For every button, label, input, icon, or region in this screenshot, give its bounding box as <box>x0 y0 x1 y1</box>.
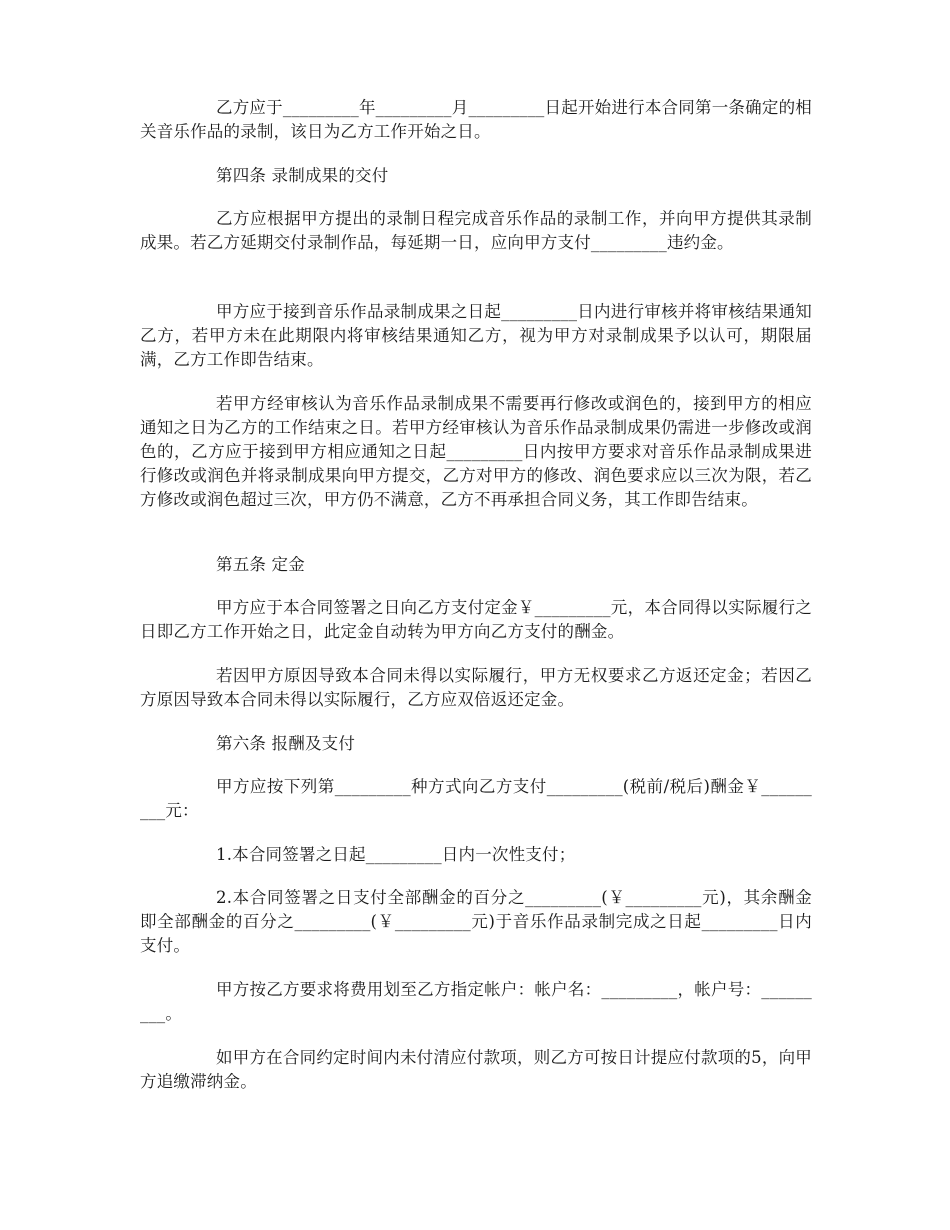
paragraph-recording-start-date: 乙方应于_________年_________月_________日起开始进行本合同第一条确定的相关音乐作品的录制，该日为乙方工作开始之日。 <box>140 98 812 141</box>
paragraph-revision-terms: 若甲方经审核认为音乐作品录制成果不需要再行修改或润色的，接到甲方的相应通知之日为乙方的工作结束之日。若甲方经审核认为音乐作品录制成果仍需进一步修改或润色的，乙方应于接到甲方相应通知之日起_________日内按甲方要求对音乐作品录制成果进行修改或润色并将录制成果向甲方提交，乙方对甲方的修改、润色要求应以三次为限，若乙方修改或润色超过三次，甲方仍不满意，乙方不再承担合同义务，其工作即告结束。 <box>140 394 812 509</box>
paragraph-deposit-return: 若因甲方原因导致本合同未得以实际履行，甲方无权要求乙方返还定金；若因乙方原因导致本合同未得以实际履行，乙方应双倍返还定金。 <box>140 666 812 709</box>
paragraph-payment-option-2: 2.本合同签署之日支付全部酬金的百分之_________(￥_________元)，其余酬金即全部酬金的百分之_________(￥_________元)于音乐作品录制完成之日起_________日内支付。 <box>140 888 812 955</box>
paragraph-account-info: 甲方按乙方要求将费用划至乙方指定帐户：帐户名：_________，帐户号：_________。 <box>140 980 812 1023</box>
paragraph-deposit-payment: 甲方应于本合同签署之日向乙方支付定金￥_________元，本合同得以实际履行之日即乙方工作开始之日，此定金自动转为甲方向乙方支付的酬金。 <box>140 598 812 641</box>
paragraph-review-period: 甲方应于接到音乐作品录制成果之日起_________日内进行审核并将审核结果通知乙方，若甲方未在此期限内将审核结果通知乙方，视为甲方对录制成果予以认可，期限届满，乙方工作即告结束。 <box>140 302 812 369</box>
heading-article-5: 第五条 定金 <box>216 555 305 574</box>
paragraph-late-fee: 如甲方在合同约定时间内未付清应付款项，则乙方可按日计提应付款项的5，向甲方追缴滞纳金。 <box>140 1048 812 1091</box>
paragraph-payment-method: 甲方应按下列第_________种方式向乙方支付_________(税前/税后)酬金￥_________元： <box>140 777 812 820</box>
paragraph-payment-option-1: 1.本合同签署之日起_________日内一次性支付； <box>216 845 576 864</box>
heading-article-6: 第六条 报酬及支付 <box>216 734 356 753</box>
paragraph-delivery-penalty: 乙方应根据甲方提出的录制日程完成音乐作品的录制工作，并向甲方提供其录制成果。若乙方延期交付录制作品，每延期一日，应向甲方支付_________违约金。 <box>140 209 812 252</box>
heading-article-4: 第四条 录制成果的交付 <box>216 166 389 185</box>
